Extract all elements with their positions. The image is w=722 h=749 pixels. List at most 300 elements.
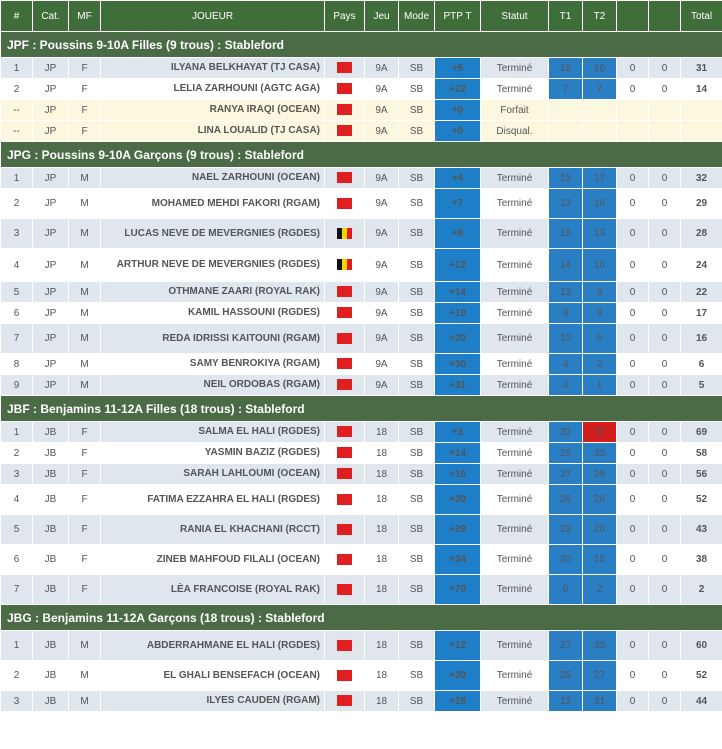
total-cell: 22 (681, 282, 722, 303)
ptp-cell: +20 (435, 324, 481, 354)
header-total[interactable]: Total (681, 1, 722, 32)
country-flag (325, 661, 365, 691)
country-flag (325, 303, 365, 324)
round1-score: 32 (549, 422, 583, 443)
table-row[interactable] (1, 691, 722, 712)
player-name[interactable]: ARTHUR NEVE DE MEVERGNIES (RGDES) (101, 249, 325, 282)
morocco-flag (337, 524, 352, 535)
round3-score: 0 (617, 79, 649, 100)
header-t1[interactable]: T1 (549, 1, 583, 32)
round3-score: 0 (617, 219, 649, 249)
country-flag (325, 691, 365, 712)
round4-score: 0 (649, 545, 681, 575)
rank-cell: 2 (1, 661, 33, 691)
morocco-flag (337, 379, 352, 390)
mf-cell: F (69, 443, 101, 464)
total-cell: 28 (681, 219, 722, 249)
cat-cell: JB (33, 691, 69, 712)
cat-cell: JP (33, 189, 69, 219)
round3-score: 0 (617, 443, 649, 464)
ptp-cell: +14 (435, 282, 481, 303)
table-row[interactable] (1, 100, 722, 121)
jeu-cell: 18 (365, 545, 399, 575)
round2-score: 29 (583, 464, 617, 485)
mode-cell: SB (399, 545, 435, 575)
table-row[interactable] (1, 422, 722, 443)
header-cat[interactable]: Cat. (33, 1, 69, 32)
ptp-cell: +5 (435, 58, 481, 79)
player-name[interactable]: MOHAMED MEHDI FAKORI (RGAM) (101, 189, 325, 219)
status-cell: Forfait (481, 100, 549, 121)
rank-cell: 5 (1, 282, 33, 303)
mode-cell: SB (399, 79, 435, 100)
player-name[interactable]: ZINEB MAHFOUD FILALI (OCEAN) (101, 545, 325, 575)
player-name[interactable]: RANIA EL KHACHANI (RCCT) (101, 515, 325, 545)
mode-cell: SB (399, 661, 435, 691)
morocco-flag (337, 695, 352, 706)
section-header (1, 142, 722, 168)
status-cell: Terminé (481, 249, 549, 282)
round4-score (649, 100, 681, 121)
mode-cell: SB (399, 575, 435, 605)
ptp-cell: +30 (435, 354, 481, 375)
cat-cell: JP (33, 121, 69, 142)
table-row[interactable] (1, 324, 722, 354)
header-t2[interactable]: T2 (583, 1, 617, 32)
cat-cell: JP (33, 324, 69, 354)
round1-score: 23 (549, 515, 583, 545)
player-name[interactable]: FATIMA EZZAHRA EL HALI (RGDES) (101, 485, 325, 515)
jeu-cell: 18 (365, 485, 399, 515)
morocco-flag (337, 447, 352, 458)
morocco-flag (337, 670, 352, 681)
mode-cell: SB (399, 515, 435, 545)
round4-score: 0 (649, 443, 681, 464)
morocco-flag (337, 104, 352, 115)
round1-score: 4 (549, 375, 583, 396)
round4-score: 0 (649, 324, 681, 354)
round2-score: 1 (583, 375, 617, 396)
rank-cell: 8 (1, 354, 33, 375)
mf-cell: F (69, 545, 101, 575)
section-header (1, 396, 722, 422)
round3-score: 0 (617, 303, 649, 324)
table-row[interactable] (1, 661, 722, 691)
round1-score: 20 (549, 545, 583, 575)
country-flag (325, 375, 365, 396)
round2-score: 7 (583, 79, 617, 100)
rank-cell: 1 (1, 168, 33, 189)
mode-cell: SB (399, 249, 435, 282)
round4-score: 0 (649, 189, 681, 219)
country-flag (325, 249, 365, 282)
ptp-cell: +7 (435, 189, 481, 219)
morocco-flag (337, 198, 352, 209)
total-cell: 6 (681, 354, 722, 375)
status-cell: Terminé (481, 189, 549, 219)
header-mode[interactable]: Mode (399, 1, 435, 32)
header-pays[interactable]: Pays (325, 1, 365, 32)
mf-cell: M (69, 168, 101, 189)
round4-score: 0 (649, 661, 681, 691)
ptp-cell: +12 (435, 631, 481, 661)
round1-score: 14 (549, 249, 583, 282)
player-name[interactable]: LUCAS NEVE DE MEVERGNIES (RGDES) (101, 219, 325, 249)
table-row[interactable] (1, 443, 722, 464)
header-r3[interactable] (617, 1, 649, 32)
rank-cell: 9 (1, 375, 33, 396)
player-name[interactable]: LINA LOUALID (TJ CASA) (101, 121, 325, 142)
jeu-cell: 9A (365, 79, 399, 100)
round1-score: 10 (549, 324, 583, 354)
cat-cell: JP (33, 282, 69, 303)
table-row[interactable] (1, 375, 722, 396)
mf-cell: F (69, 422, 101, 443)
cat-cell: JB (33, 422, 69, 443)
rank-cell: 1 (1, 631, 33, 661)
morocco-flag (337, 83, 352, 94)
round4-score (649, 121, 681, 142)
round2-score: 20 (583, 515, 617, 545)
round2-score: 27 (583, 661, 617, 691)
round3-score: 0 (617, 58, 649, 79)
total-cell: 16 (681, 324, 722, 354)
header-jeu[interactable]: Jeu (365, 1, 399, 32)
round4-score: 0 (649, 249, 681, 282)
table-row[interactable] (1, 58, 722, 79)
morocco-flag (337, 333, 352, 344)
jeu-cell: 9A (365, 249, 399, 282)
cat-cell: JP (33, 58, 69, 79)
round3-score: 0 (617, 575, 649, 605)
mode-cell: SB (399, 219, 435, 249)
round1-score: 25 (549, 443, 583, 464)
round4-score: 0 (649, 219, 681, 249)
country-flag (325, 354, 365, 375)
status-cell: Terminé (481, 631, 549, 661)
table-row[interactable] (1, 575, 722, 605)
status-cell: Terminé (481, 354, 549, 375)
round3-score: 0 (617, 375, 649, 396)
ptp-cell: +14 (435, 443, 481, 464)
status-cell: Terminé (481, 422, 549, 443)
status-cell: Terminé (481, 168, 549, 189)
cat-cell: JP (33, 100, 69, 121)
round3-score: 0 (617, 485, 649, 515)
player-name[interactable]: SARAH LAHLOUMI (OCEAN) (101, 464, 325, 485)
round4-score: 0 (649, 282, 681, 303)
round3-score: 0 (617, 324, 649, 354)
round3-score: 0 (617, 545, 649, 575)
round1-score: 4 (549, 354, 583, 375)
round2-score: 33 (583, 443, 617, 464)
round2-score: 26 (583, 485, 617, 515)
jeu-cell: 9A (365, 324, 399, 354)
mf-cell: F (69, 100, 101, 121)
header-ptp[interactable]: PTP T (435, 1, 481, 32)
jeu-cell: 18 (365, 443, 399, 464)
player-name[interactable]: ABDERRAHMANE EL HALI (RGDES) (101, 631, 325, 661)
round3-score: 0 (617, 661, 649, 691)
mode-cell: SB (399, 464, 435, 485)
table-row[interactable] (1, 219, 722, 249)
status-cell: Terminé (481, 443, 549, 464)
cat-cell: JP (33, 375, 69, 396)
morocco-flag (337, 468, 352, 479)
mf-cell: M (69, 282, 101, 303)
morocco-flag (337, 640, 352, 651)
status-cell: Terminé (481, 661, 549, 691)
morocco-flag (337, 125, 352, 136)
round3-score (617, 100, 649, 121)
mf-cell: F (69, 575, 101, 605)
round2-score: 2 (583, 575, 617, 605)
round2-score: 10 (583, 249, 617, 282)
ptp-cell: +28 (435, 691, 481, 712)
player-name[interactable]: LELIA ZARHOUNI (AGTC AGA) (101, 79, 325, 100)
jeu-cell: 9A (365, 354, 399, 375)
cat-cell: JP (33, 354, 69, 375)
table-row[interactable] (1, 354, 722, 375)
total-cell: 17 (681, 303, 722, 324)
rank-cell: 4 (1, 485, 33, 515)
round2-score: 33 (583, 631, 617, 661)
header-rank[interactable]: # (1, 1, 33, 32)
round2-score: 9 (583, 282, 617, 303)
jeu-cell: 18 (365, 631, 399, 661)
header-r4[interactable] (649, 1, 681, 32)
round4-score: 0 (649, 464, 681, 485)
mode-cell: SB (399, 375, 435, 396)
player-name[interactable]: NAEL ZARHOUNI (OCEAN) (101, 168, 325, 189)
mf-cell: F (69, 79, 101, 100)
round3-score: 0 (617, 249, 649, 282)
country-flag (325, 79, 365, 100)
mf-cell: M (69, 661, 101, 691)
player-name[interactable]: ILYANA BELKHAYAT (TJ CASA) (101, 58, 325, 79)
table-row[interactable] (1, 121, 722, 142)
rank-cell: 6 (1, 303, 33, 324)
country-flag (325, 545, 365, 575)
ptp-cell: +31 (435, 375, 481, 396)
ptp-cell: +8 (435, 219, 481, 249)
round2-score: 37 (583, 422, 617, 443)
status-cell: Terminé (481, 515, 549, 545)
round4-score: 0 (649, 354, 681, 375)
table-row[interactable] (1, 168, 722, 189)
jeu-cell: 18 (365, 691, 399, 712)
total-cell: 58 (681, 443, 722, 464)
round3-score: 0 (617, 691, 649, 712)
section-header (1, 32, 722, 58)
ptp-cell: +19 (435, 303, 481, 324)
player-name[interactable]: OTHMANE ZAARI (ROYAL RAK) (101, 282, 325, 303)
round4-score: 0 (649, 575, 681, 605)
jeu-cell: 9A (365, 303, 399, 324)
morocco-flag (337, 358, 352, 369)
cat-cell: JB (33, 443, 69, 464)
round2-score: 13 (583, 219, 617, 249)
section-title: JPF : Poussins 9-10A Filles (9 trous) : Stableford (1, 32, 722, 58)
mode-cell: SB (399, 691, 435, 712)
country-flag (325, 121, 365, 142)
mode-cell: SB (399, 282, 435, 303)
mf-cell: M (69, 249, 101, 282)
jeu-cell: 9A (365, 121, 399, 142)
round1-score: 15 (549, 219, 583, 249)
cat-cell: JB (33, 575, 69, 605)
status-cell: Terminé (481, 545, 549, 575)
jeu-cell: 9A (365, 219, 399, 249)
player-name[interactable]: YASMIN BAZIZ (RGDES) (101, 443, 325, 464)
rank-cell: 5 (1, 515, 33, 545)
jeu-cell: 9A (365, 168, 399, 189)
rank-cell: 2 (1, 189, 33, 219)
morocco-flag (337, 426, 352, 437)
round3-score: 0 (617, 422, 649, 443)
country-flag (325, 515, 365, 545)
morocco-flag (337, 554, 352, 565)
mode-cell: SB (399, 422, 435, 443)
header-joueur[interactable]: JOUEUR (101, 1, 325, 32)
status-cell: Terminé (481, 282, 549, 303)
mode-cell: SB (399, 58, 435, 79)
table-row[interactable] (1, 189, 722, 219)
morocco-flag (337, 286, 352, 297)
total-cell: 44 (681, 691, 722, 712)
leaderboard-body (1, 32, 722, 712)
round2-score: 18 (583, 545, 617, 575)
mf-cell: M (69, 219, 101, 249)
rank-cell: 6 (1, 545, 33, 575)
mode-cell: SB (399, 324, 435, 354)
jeu-cell: 18 (365, 575, 399, 605)
section-header (1, 605, 722, 631)
header-mf[interactable]: MF (69, 1, 101, 32)
player-name[interactable]: SALMA EL HALI (RGDES) (101, 422, 325, 443)
cat-cell: JP (33, 219, 69, 249)
table-row[interactable] (1, 631, 722, 661)
mf-cell: F (69, 121, 101, 142)
country-flag (325, 219, 365, 249)
header-statut[interactable]: Statut (481, 1, 549, 32)
mode-cell: SB (399, 100, 435, 121)
ptp-cell: +16 (435, 464, 481, 485)
rank-cell: 1 (1, 422, 33, 443)
mf-cell: M (69, 631, 101, 661)
mf-cell: F (69, 464, 101, 485)
morocco-flag (337, 62, 352, 73)
total-cell: 24 (681, 249, 722, 282)
player-name[interactable]: SAMY BENROKIYA (RGAM) (101, 354, 325, 375)
rank-cell: 2 (1, 443, 33, 464)
round4-score: 0 (649, 168, 681, 189)
round1-score: 25 (549, 661, 583, 691)
table-row[interactable] (1, 249, 722, 282)
country-flag (325, 485, 365, 515)
round2-score: 2 (583, 354, 617, 375)
table-row[interactable] (1, 515, 722, 545)
player-name[interactable]: EL GHALI BENSEFACH (OCEAN) (101, 661, 325, 691)
total-cell: 52 (681, 485, 722, 515)
rank-cell: 3 (1, 691, 33, 712)
table-row[interactable] (1, 303, 722, 324)
status-cell: Terminé (481, 58, 549, 79)
player-name[interactable]: NEIL ORDOBAS (RGAM) (101, 375, 325, 396)
mf-cell: M (69, 354, 101, 375)
ptp-cell: +70 (435, 575, 481, 605)
total-cell (681, 121, 722, 142)
player-name[interactable]: RANYA IRAQI (OCEAN) (101, 100, 325, 121)
round3-score: 0 (617, 354, 649, 375)
mf-cell: M (69, 303, 101, 324)
round4-score: 0 (649, 79, 681, 100)
round2-score: 16 (583, 58, 617, 79)
mf-cell: M (69, 375, 101, 396)
round2-score: 17 (583, 168, 617, 189)
player-name[interactable]: LÈA FRANCOISE (ROYAL RAK) (101, 575, 325, 605)
round3-score: 0 (617, 282, 649, 303)
round1-score: 13 (549, 691, 583, 712)
round1-score: 26 (549, 485, 583, 515)
player-name[interactable]: KAMIL HASSOUNI (RGDES) (101, 303, 325, 324)
jeu-cell: 9A (365, 100, 399, 121)
cat-cell: JP (33, 303, 69, 324)
ptp-cell: +20 (435, 485, 481, 515)
mode-cell: SB (399, 189, 435, 219)
round3-score: 0 (617, 464, 649, 485)
player-name[interactable]: REDA IDRISSI KAITOUNI (RGAM) (101, 324, 325, 354)
rank-cell: 7 (1, 324, 33, 354)
cat-cell: JB (33, 515, 69, 545)
jeu-cell: 9A (365, 375, 399, 396)
total-cell: 31 (681, 58, 722, 79)
total-cell: 43 (681, 515, 722, 545)
total-cell: 32 (681, 168, 722, 189)
round4-score: 0 (649, 375, 681, 396)
total-cell: 60 (681, 631, 722, 661)
table-row[interactable] (1, 79, 722, 100)
cat-cell: JB (33, 545, 69, 575)
round3-score (617, 121, 649, 142)
jeu-cell: 18 (365, 464, 399, 485)
ptp-cell: +22 (435, 79, 481, 100)
status-cell: Terminé (481, 485, 549, 515)
section-title: JPG : Poussins 9-10A Garçons (9 trous) : Stableford (1, 142, 722, 168)
mode-cell: SB (399, 631, 435, 661)
round1-score: 27 (549, 464, 583, 485)
table-row[interactable] (1, 282, 722, 303)
round1-score (549, 100, 583, 121)
status-cell: Disqual. (481, 121, 549, 142)
table-row[interactable] (1, 464, 722, 485)
round1-score: 0 (549, 575, 583, 605)
section-title: JBF : Benjamins 11-12A Filles (18 trous) : Stableford (1, 396, 722, 422)
round2-score: 16 (583, 189, 617, 219)
player-name[interactable]: ILYES CAUDEN (RGAM) (101, 691, 325, 712)
total-cell: 2 (681, 575, 722, 605)
table-row[interactable] (1, 545, 722, 575)
status-cell: Terminé (481, 575, 549, 605)
table-row[interactable] (1, 485, 722, 515)
country-flag (325, 168, 365, 189)
ptp-cell: +29 (435, 515, 481, 545)
round4-score: 0 (649, 631, 681, 661)
round2-score (583, 121, 617, 142)
total-cell (681, 100, 722, 121)
status-cell: Terminé (481, 324, 549, 354)
round1-score: 15 (549, 58, 583, 79)
